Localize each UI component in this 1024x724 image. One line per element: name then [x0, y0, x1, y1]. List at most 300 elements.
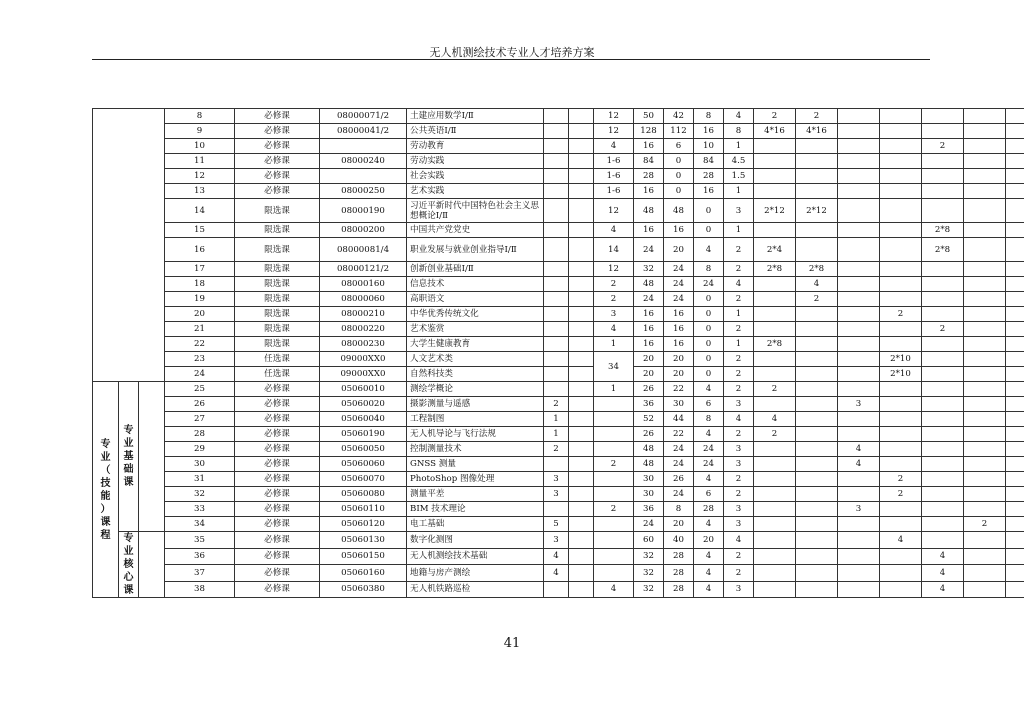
table-cell — [1006, 124, 1024, 139]
table-cell — [569, 397, 594, 412]
table-cell: 3 — [724, 457, 754, 472]
table-cell — [1006, 169, 1024, 184]
course-name-cell: 无人机铁路巡检 — [407, 581, 544, 598]
table-cell: 4 — [694, 565, 724, 582]
course-name-cell: 大学生健康教育 — [407, 337, 544, 352]
table-cell — [754, 223, 796, 238]
table-cell: 2 — [754, 382, 796, 397]
table-row — [93, 427, 1024, 442]
table-cell: 50 — [634, 109, 664, 124]
table-cell — [754, 139, 796, 154]
table-cell: 40 — [664, 532, 694, 549]
table-cell — [544, 457, 569, 472]
table-cell — [922, 337, 964, 352]
table-cell: 14 — [165, 199, 235, 223]
table-row — [93, 199, 1024, 223]
table-cell: 3 — [838, 397, 880, 412]
table-row — [93, 277, 1024, 292]
table-cell: 2 — [880, 307, 922, 322]
table-cell — [922, 124, 964, 139]
table-cell — [838, 532, 880, 549]
table-cell: 26 — [634, 427, 664, 442]
table-cell: 32 — [165, 487, 235, 502]
table-cell: 12 — [165, 169, 235, 184]
table-cell — [1006, 565, 1024, 582]
table-cell — [922, 412, 964, 427]
table-cell — [796, 139, 838, 154]
table-cell — [796, 532, 838, 549]
table-cell: 4 — [724, 532, 754, 549]
table-cell — [1006, 502, 1024, 517]
table-cell — [964, 367, 1006, 382]
table-cell — [754, 517, 796, 532]
table-cell: 05060160 — [320, 565, 407, 582]
curriculum-table — [92, 108, 1024, 598]
table-cell: 1 — [724, 139, 754, 154]
table-cell — [754, 532, 796, 549]
table-cell: 必修课 — [235, 502, 320, 517]
table-cell — [922, 307, 964, 322]
table-cell: 必修课 — [235, 517, 320, 532]
table-cell — [1006, 292, 1024, 307]
table-cell: 2 — [724, 322, 754, 337]
table-cell — [796, 322, 838, 337]
table-cell: 22 — [664, 427, 694, 442]
page-header-title: 无人机测绘技术专业人才培养方案 — [429, 46, 595, 59]
table-cell: 05060020 — [320, 397, 407, 412]
table-cell: 4 — [594, 223, 634, 238]
course-name-cell: 习近平新时代中国特色社会主义思想概论Ⅰ/Ⅱ — [407, 199, 544, 223]
table-cell — [569, 412, 594, 427]
table-cell: 4 — [594, 139, 634, 154]
table-cell: 必修课 — [235, 382, 320, 397]
table-cell: 26 — [165, 397, 235, 412]
table-cell: 28 — [694, 502, 724, 517]
table-cell — [569, 472, 594, 487]
table-cell — [922, 169, 964, 184]
table-cell: 27 — [165, 412, 235, 427]
table-row — [93, 292, 1024, 307]
table-row — [93, 581, 1024, 598]
table-cell — [964, 277, 1006, 292]
table-cell: 24 — [664, 277, 694, 292]
table-cell: 限选课 — [235, 337, 320, 352]
table-cell: 3 — [724, 502, 754, 517]
table-cell: 必修课 — [235, 124, 320, 139]
table-cell: 08000060 — [320, 292, 407, 307]
table-cell: 48 — [664, 199, 694, 223]
table-cell — [880, 262, 922, 277]
table-cell — [838, 487, 880, 502]
table-cell — [922, 472, 964, 487]
table-cell — [964, 548, 1006, 565]
table-cell: 48 — [634, 442, 664, 457]
table-cell: 2 — [724, 487, 754, 502]
table-cell: 24 — [634, 292, 664, 307]
group-major-course: 专 业 （ 技 能 ） 课 程 — [93, 382, 119, 598]
course-name-cell: 创新创业基础Ⅰ/Ⅱ — [407, 262, 544, 277]
table-cell: 36 — [634, 397, 664, 412]
table-cell: 1 — [594, 337, 634, 352]
table-cell — [544, 238, 569, 262]
table-cell: 24 — [634, 517, 664, 532]
table-cell — [796, 223, 838, 238]
table-cell — [796, 337, 838, 352]
table-cell: 必修课 — [235, 184, 320, 199]
table-cell: 20 — [664, 352, 694, 367]
table-cell — [964, 442, 1006, 457]
table-cell — [838, 382, 880, 397]
table-cell: 32 — [634, 581, 664, 598]
table-cell: 16 — [634, 307, 664, 322]
table-cell — [754, 307, 796, 322]
table-cell — [880, 517, 922, 532]
table-cell: 28 — [664, 565, 694, 582]
table-cell — [754, 472, 796, 487]
table-row — [93, 517, 1024, 532]
table-cell — [796, 397, 838, 412]
table-cell: 6 — [664, 139, 694, 154]
table-cell — [569, 581, 594, 598]
table-cell: 2*8 — [922, 223, 964, 238]
table-cell — [964, 412, 1006, 427]
table-cell — [1006, 487, 1024, 502]
table-cell: 2*8 — [754, 337, 796, 352]
table-row — [93, 307, 1024, 322]
table-cell: 13 — [165, 184, 235, 199]
table-cell: 1 — [724, 223, 754, 238]
table-cell — [1006, 581, 1024, 598]
table-cell — [544, 139, 569, 154]
table-cell: 42 — [664, 109, 694, 124]
table-cell: 24 — [664, 457, 694, 472]
table-cell — [796, 367, 838, 382]
table-cell — [838, 565, 880, 582]
table-cell: 8 — [694, 109, 724, 124]
table-row — [93, 367, 1024, 382]
table-cell — [922, 382, 964, 397]
table-cell — [544, 292, 569, 307]
course-name-cell: 高职语文 — [407, 292, 544, 307]
table-cell: 30 — [664, 397, 694, 412]
table-cell — [880, 124, 922, 139]
table-row — [93, 548, 1024, 565]
table-cell — [754, 457, 796, 472]
table-cell — [838, 184, 880, 199]
table-cell — [796, 412, 838, 427]
table-cell: 09000XX0 — [320, 352, 407, 367]
table-cell — [796, 548, 838, 565]
table-cell: 1 — [544, 412, 569, 427]
table-cell: 3 — [544, 487, 569, 502]
table-cell: 2 — [594, 292, 634, 307]
table-cell: 28 — [664, 548, 694, 565]
course-name-cell: GNSS 测量 — [407, 457, 544, 472]
table-cell: 0 — [694, 367, 724, 382]
table-row — [93, 382, 1024, 397]
table-cell — [964, 109, 1006, 124]
table-cell: 1-6 — [594, 169, 634, 184]
table-cell: 2*12 — [796, 199, 838, 223]
table-cell — [796, 487, 838, 502]
table-cell — [838, 427, 880, 442]
table-cell — [1006, 277, 1024, 292]
table-cell: 4 — [838, 442, 880, 457]
table-cell: 09000XX0 — [320, 367, 407, 382]
table-cell — [880, 382, 922, 397]
course-name-cell: 中国共产党党史 — [407, 223, 544, 238]
table-cell: 2 — [594, 277, 634, 292]
table-cell: 2 — [796, 109, 838, 124]
table-cell — [1006, 412, 1024, 427]
table-cell: 0 — [694, 199, 724, 223]
table-cell: 44 — [664, 412, 694, 427]
table-cell — [594, 397, 634, 412]
table-row — [93, 184, 1024, 199]
table-cell: 33 — [165, 502, 235, 517]
table-cell: 必修课 — [235, 169, 320, 184]
table-cell — [880, 292, 922, 307]
course-name-cell: 劳动教育 — [407, 139, 544, 154]
course-name-cell: 电工基础 — [407, 517, 544, 532]
table-cell: 限选课 — [235, 238, 320, 262]
table-cell — [754, 565, 796, 582]
table-cell — [754, 367, 796, 382]
table-cell: 4 — [594, 581, 634, 598]
table-cell — [1006, 109, 1024, 124]
table-cell: 2 — [880, 487, 922, 502]
table-cell: 05060050 — [320, 442, 407, 457]
table-cell: 0 — [694, 307, 724, 322]
table-cell: 限选课 — [235, 292, 320, 307]
table-cell — [1006, 397, 1024, 412]
page-number: 41 — [503, 636, 521, 651]
table-cell: 必修课 — [235, 581, 320, 598]
table-cell: 84 — [634, 154, 664, 169]
table-cell: 28 — [694, 169, 724, 184]
table-cell — [569, 457, 594, 472]
table-cell: 08000250 — [320, 184, 407, 199]
table-cell — [569, 169, 594, 184]
course-name-cell: 艺术鉴赏 — [407, 322, 544, 337]
table-cell — [964, 124, 1006, 139]
table-cell — [569, 565, 594, 582]
table-cell — [922, 184, 964, 199]
table-cell: 2 — [754, 427, 796, 442]
table-cell: 必修课 — [235, 472, 320, 487]
table-cell: 32 — [634, 262, 664, 277]
table-cell: 限选课 — [235, 322, 320, 337]
table-cell — [880, 223, 922, 238]
table-cell — [544, 169, 569, 184]
table-cell — [754, 292, 796, 307]
table-cell — [796, 565, 838, 582]
table-cell: 0 — [694, 352, 724, 367]
table-cell — [569, 199, 594, 223]
table-cell: 8 — [694, 412, 724, 427]
table-cell: 1 — [594, 382, 634, 397]
table-cell: 16 — [634, 139, 664, 154]
table-cell — [796, 382, 838, 397]
table-cell: 24 — [634, 238, 664, 262]
table-cell: 25 — [165, 382, 235, 397]
table-cell — [964, 565, 1006, 582]
table-cell: 16 — [694, 184, 724, 199]
table-cell — [964, 199, 1006, 223]
table-cell — [838, 124, 880, 139]
table-cell — [796, 442, 838, 457]
table-cell — [544, 337, 569, 352]
table-cell: 17 — [165, 262, 235, 277]
table-cell — [754, 352, 796, 367]
table-cell — [569, 382, 594, 397]
table-cell: 4 — [754, 412, 796, 427]
table-cell: 必修课 — [235, 457, 320, 472]
table-cell — [880, 154, 922, 169]
table-cell — [1006, 442, 1024, 457]
table-cell: 24 — [664, 262, 694, 277]
table-cell — [1006, 184, 1024, 199]
table-cell — [544, 382, 569, 397]
table-cell: 30 — [634, 472, 664, 487]
table-cell — [1006, 223, 1024, 238]
table-cell: 4 — [922, 548, 964, 565]
table-cell — [569, 487, 594, 502]
table-cell — [1006, 322, 1024, 337]
table-cell — [964, 262, 1006, 277]
table-cell: 3 — [724, 581, 754, 598]
table-cell: 2*10 — [880, 367, 922, 382]
table-row — [93, 565, 1024, 582]
table-cell: 4 — [594, 322, 634, 337]
table-cell: 0 — [694, 322, 724, 337]
table-cell — [922, 262, 964, 277]
table-cell — [880, 238, 922, 262]
table-cell: 4 — [694, 238, 724, 262]
table-cell: 26 — [664, 472, 694, 487]
table-cell — [544, 367, 569, 382]
table-cell — [544, 262, 569, 277]
table-row — [93, 532, 1024, 549]
table-cell: 84 — [694, 154, 724, 169]
table-cell — [544, 352, 569, 367]
table-cell — [594, 487, 634, 502]
table-cell — [880, 397, 922, 412]
table-cell: 34 — [594, 352, 634, 382]
course-name-cell: 人文艺术类 — [407, 352, 544, 367]
table-cell: 1-6 — [594, 184, 634, 199]
table-cell — [569, 517, 594, 532]
table-cell: 60 — [634, 532, 664, 549]
table-cell — [544, 199, 569, 223]
table-cell — [754, 322, 796, 337]
course-name-cell: 无人机导论与飞行法规 — [407, 427, 544, 442]
table-cell — [544, 223, 569, 238]
table-cell: 4 — [838, 457, 880, 472]
table-cell: 2 — [724, 262, 754, 277]
table-cell: 必修课 — [235, 532, 320, 549]
table-cell: 12 — [594, 199, 634, 223]
table-cell — [754, 442, 796, 457]
table-cell — [964, 139, 1006, 154]
table-cell: 4 — [694, 472, 724, 487]
group-major-foundation: 专 业 基 础 课 — [119, 382, 139, 532]
table-cell: 36 — [165, 548, 235, 565]
table-cell — [569, 277, 594, 292]
table-cell: 16 — [634, 322, 664, 337]
course-name-cell: 社会实践 — [407, 169, 544, 184]
table-cell — [964, 457, 1006, 472]
table-cell: 0 — [664, 154, 694, 169]
table-cell — [569, 442, 594, 457]
table-cell: 05060080 — [320, 487, 407, 502]
table-cell — [544, 581, 569, 598]
table-cell: 30 — [634, 487, 664, 502]
table-cell: 05060190 — [320, 427, 407, 442]
table-row — [93, 223, 1024, 238]
table-cell — [838, 223, 880, 238]
table-cell: 6 — [694, 397, 724, 412]
table-cell: 必修课 — [235, 565, 320, 582]
table-row — [93, 238, 1024, 262]
table-cell — [1006, 457, 1024, 472]
table-row — [93, 124, 1024, 139]
table-cell — [754, 397, 796, 412]
table-cell: 2*8 — [754, 262, 796, 277]
table-cell: 05060120 — [320, 517, 407, 532]
table-cell: 08000160 — [320, 277, 407, 292]
table-cell — [838, 199, 880, 223]
table-row — [93, 397, 1024, 412]
table-cell — [594, 548, 634, 565]
table-cell — [544, 277, 569, 292]
table-cell: 3 — [544, 472, 569, 487]
table-row — [93, 352, 1024, 367]
table-cell: 2 — [754, 109, 796, 124]
table-cell — [754, 169, 796, 184]
table-cell: 必修课 — [235, 487, 320, 502]
table-cell — [922, 109, 964, 124]
table-cell — [796, 581, 838, 598]
table-row — [93, 442, 1024, 457]
table-cell — [754, 487, 796, 502]
table-cell — [1006, 472, 1024, 487]
table-cell — [594, 472, 634, 487]
table-cell: 20 — [165, 307, 235, 322]
course-name-cell: 地籍与房产测绘 — [407, 565, 544, 582]
table-cell — [922, 154, 964, 169]
table-cell: 4 — [724, 109, 754, 124]
table-cell — [796, 307, 838, 322]
table-row — [93, 154, 1024, 169]
table-cell — [1006, 532, 1024, 549]
table-cell: 2*10 — [880, 352, 922, 367]
table-cell — [1006, 238, 1024, 262]
table-cell: 3 — [724, 199, 754, 223]
table-cell: 20 — [664, 367, 694, 382]
table-cell: 23 — [165, 352, 235, 367]
table-cell: 08000220 — [320, 322, 407, 337]
table-cell — [964, 397, 1006, 412]
table-cell: 3 — [724, 397, 754, 412]
table-cell: 0 — [694, 292, 724, 307]
table-cell: 08000190 — [320, 199, 407, 223]
course-name-cell: 土建应用数学Ⅰ/Ⅱ — [407, 109, 544, 124]
course-name-cell: PhotoShop 图像处理 — [407, 472, 544, 487]
table-cell: 6 — [694, 487, 724, 502]
table-cell: 05060070 — [320, 472, 407, 487]
table-cell — [838, 277, 880, 292]
